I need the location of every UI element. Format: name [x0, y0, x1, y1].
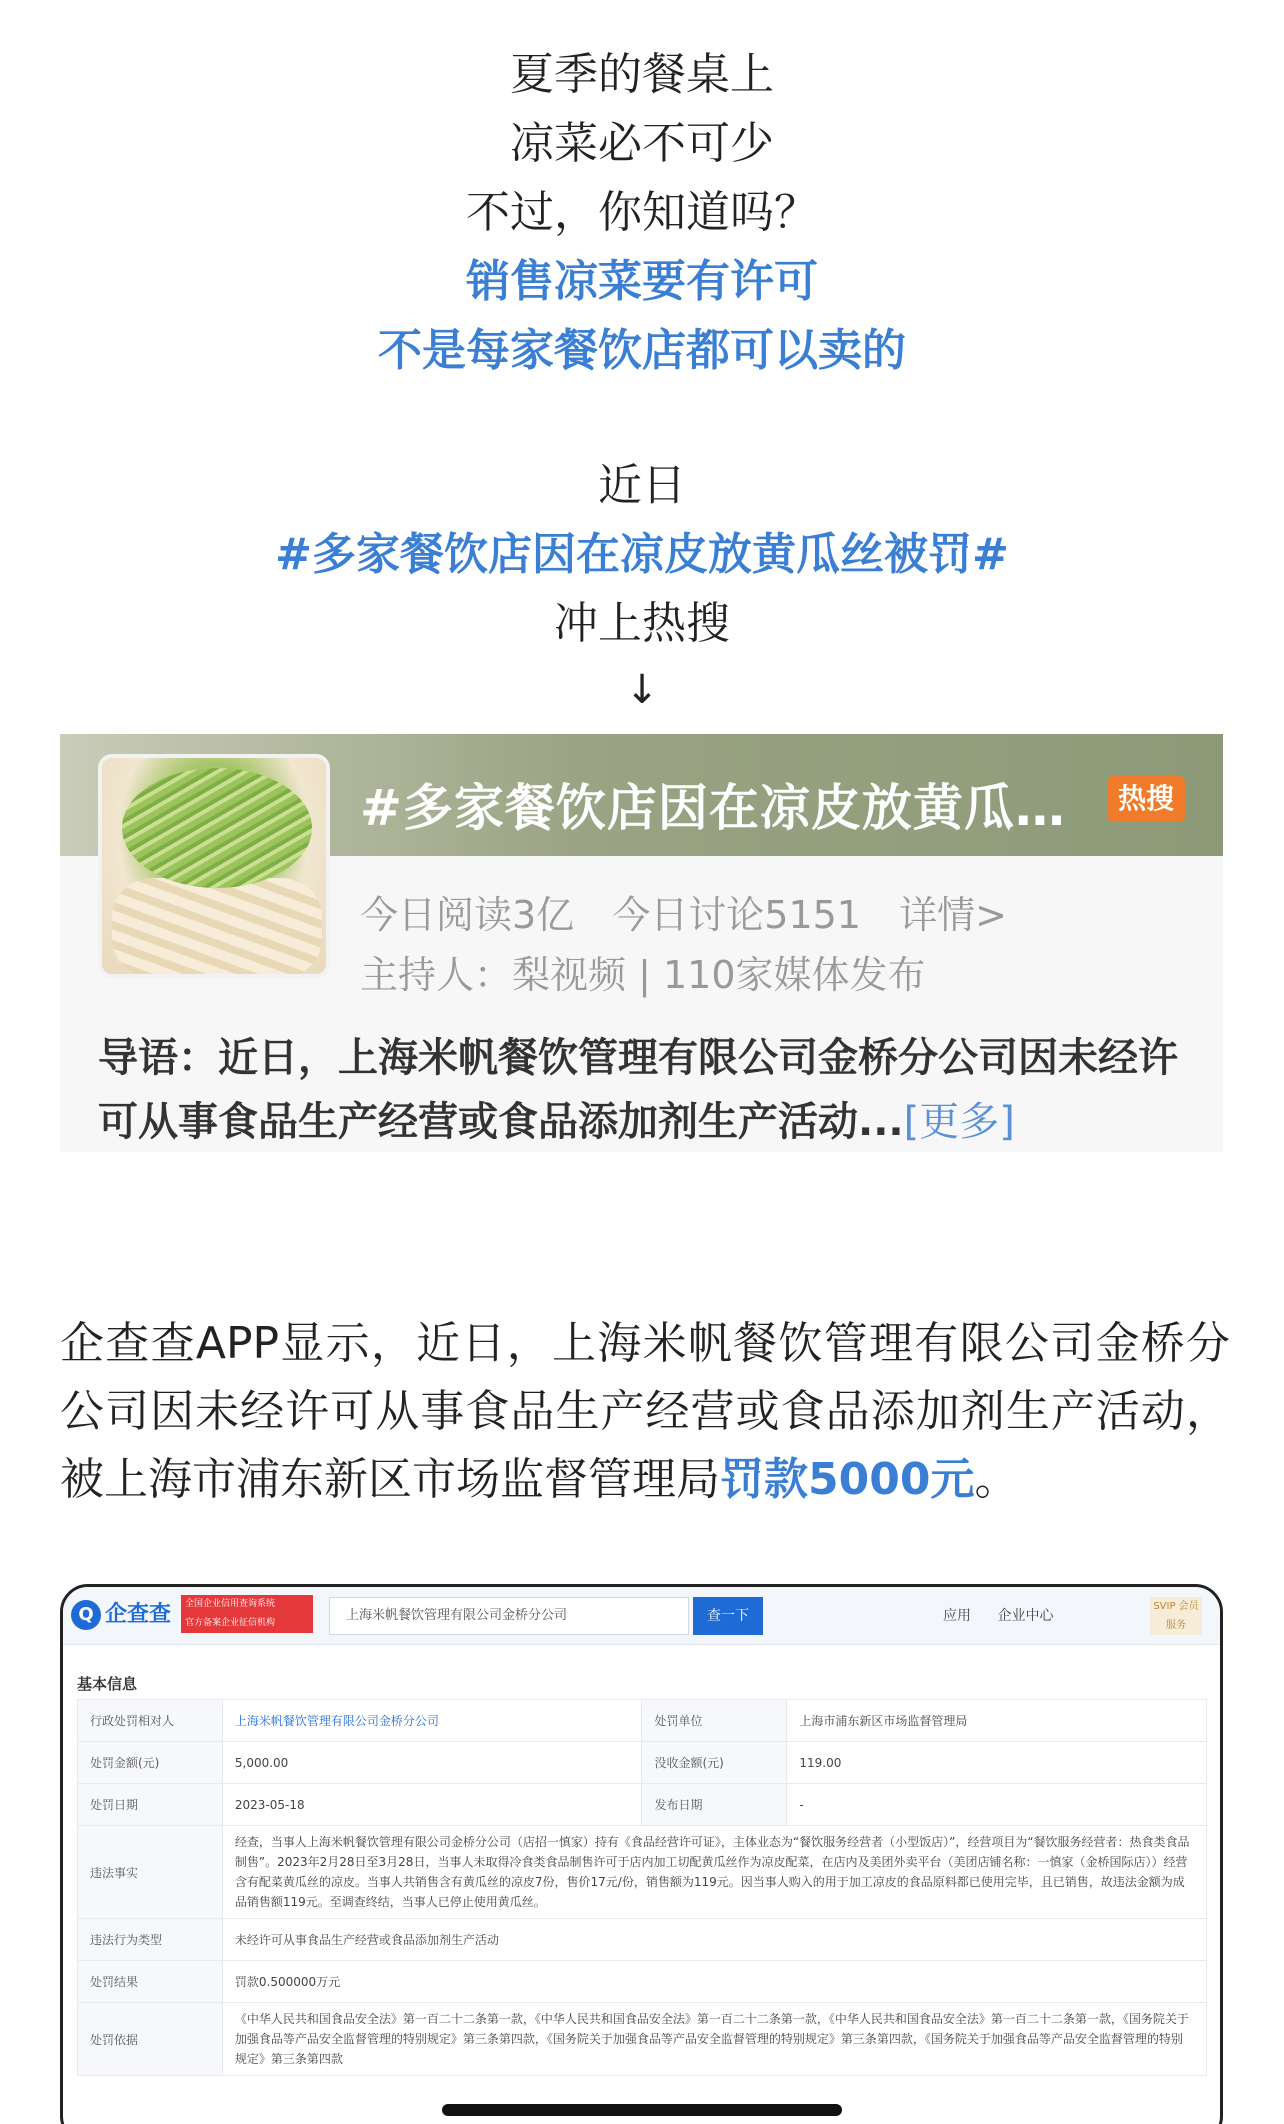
qcc-banner: 全国企业信用查询系统 官方备案企业征信机构: [181, 1595, 313, 1633]
party-link[interactable]: 上海米帆餐饮管理有限公司金桥分公司: [222, 1700, 642, 1742]
paragraph-end: 。: [974, 1454, 1019, 1505]
intro-line: 近日: [598, 460, 686, 511]
svip-button[interactable]: SVIP 会员服务: [1150, 1597, 1202, 1635]
table-cell-value: 罚款0.500000万元: [222, 1961, 1206, 2003]
intro-highlight: 不是每家餐饮店都可以卖的: [378, 325, 906, 376]
article-paragraph: [60, 1310, 1230, 1514]
intro-line: 夏季的餐桌上: [510, 49, 774, 100]
nav-enterprise-center[interactable]: 企业中心: [997, 1608, 1054, 1624]
table-cell-value: 5,000.00: [222, 1742, 642, 1784]
read-count: 今日阅读3亿: [360, 893, 575, 937]
topic-stats: [360, 884, 1033, 939]
table-cell-label: 处罚单位: [642, 1700, 787, 1742]
table-row: [78, 2003, 1207, 2076]
table-row: [78, 1961, 1207, 2003]
table-cell-label: 没收金额(元): [642, 1742, 787, 1784]
lead-text: 导语：近日，上海米帆餐饮管理有限公司金桥分公司因未经许可从事食品生产经营或食品添加剂生产活动...: [98, 1035, 1178, 1145]
qcc-logo[interactable]: Q 企查查: [71, 1597, 181, 1633]
table-cell-value: 2023-05-18: [222, 1784, 642, 1826]
table-cell-value: 上海市浦东新区市场监督管理局: [787, 1700, 1207, 1742]
table-cell-label: 违法行为类型: [78, 1919, 223, 1961]
hashtag-link[interactable]: #多家餐饮店因在凉皮放黄瓜丝被罚#: [275, 529, 1009, 580]
fine-highlight: 罚款5000元: [720, 1454, 975, 1505]
qcc-nav: [943, 1605, 1075, 1625]
down-arrow-icon: ↓: [625, 667, 659, 713]
food-thumbnail: [98, 754, 330, 978]
table-row: [78, 1700, 1207, 1742]
table-row: [78, 1826, 1207, 1919]
search-button[interactable]: 查一下: [693, 1597, 763, 1635]
intro-line: 凉菜必不可少: [510, 118, 774, 169]
table-cell-label: 处罚结果: [78, 1961, 223, 2003]
discuss-count: 今日讨论5151: [612, 893, 861, 937]
search-input[interactable]: 上海米帆餐饮管理有限公司金桥分公司: [329, 1597, 689, 1635]
hot-badge: 热搜: [1107, 776, 1185, 822]
table-cell-label: 处罚日期: [78, 1784, 223, 1826]
table-row: [78, 1784, 1207, 1826]
qcc-topbar: [63, 1587, 1220, 1645]
qcc-logo-icon: Q: [71, 1600, 101, 1630]
table-cell-value: 《中华人民共和国食品安全法》第一百二十二条第一款，《中华人民共和国食品安全法》第一百二十二条第一款，《中华人民共和国食品安全法》第一百二十二条第一款，《国务院关于加强食品等产品安全监督管理的特别规定》第三条第四款，《国务院关于加强食品等产品安全监督管理的特别规定》第三条第四款，《国务院关于加强食品等产品安全监督管理的特别规定》第三条第四款: [222, 2003, 1206, 2076]
table-cell-label: 发布日期: [642, 1784, 787, 1826]
table-row: [78, 1742, 1207, 1784]
table-cell-label: 违法事实: [78, 1826, 223, 1919]
detail-link[interactable]: 详情>: [899, 893, 1007, 937]
intro-line: 不过，你知道吗？: [466, 187, 818, 238]
penalty-info-table: [77, 1699, 1207, 2076]
table-cell-label: 行政处罚相对人: [78, 1700, 223, 1742]
paragraph-text: 企查查APP显示，近日，上海米帆餐饮管理有限公司金桥分公司因未经许可从事食品生产经营或食品添加剂生产活动，被上海市浦东新区市场监督管理局: [60, 1318, 1230, 1505]
qcc-screenshot: [60, 1584, 1223, 2124]
table-cell-value: 经查，当事人上海米帆餐饮管理有限公司金桥分公司（店招一慎家）持有《食品经营许可证》，主体业态为“餐饮服务经营者（小型饭店）”，经营项目为“餐饮服务经营者：热食类食品制售”。2023年2月28日至3月28日，当事人未取得冷食类食品制售许可于店内加工切配黄瓜丝作为凉皮配菜，在店内及美团外卖平台（美团店铺名称：一慎家（金桥国际店））经营含有配菜黄瓜丝的凉皮。当事人共销售含有黄瓜丝的凉皮7份，售价17元/份，销售额为119元。因当事人购入的用于加工凉皮的食品原料都已使用完毕，且已销售，故违法金额为成品销售额119元。至调查终结，当事人已停止使用黄瓜丝。: [222, 1826, 1206, 1919]
intro-text: [0, 40, 1284, 722]
topic-title[interactable]: #多家餐饮店因在凉皮放黄瓜…: [360, 779, 1066, 837]
table-row: [78, 1919, 1207, 1961]
table-cell-label: 处罚金额(元): [78, 1742, 223, 1784]
intro-line: 冲上热搜: [554, 598, 730, 649]
table-cell-label: 处罚依据: [78, 2003, 223, 2076]
home-indicator[interactable]: [442, 2104, 842, 2116]
table-cell-value: 119.00: [787, 1742, 1207, 1784]
more-link[interactable]: [更多]: [903, 1099, 1015, 1145]
weibo-topic-card[interactable]: [60, 734, 1223, 1152]
table-cell-value: -: [787, 1784, 1207, 1826]
intro-highlight: 销售凉菜要有许可: [466, 256, 818, 307]
nav-app[interactable]: 应用: [943, 1608, 971, 1624]
topic-host: 主持人：梨视频 | 110家媒体发布: [360, 953, 926, 997]
section-title: 基本信息: [77, 1675, 138, 1693]
table-cell-value: 未经许可从事食品生产经营或食品添加剂生产活动: [222, 1919, 1206, 1961]
topic-lead: [98, 1026, 1198, 1152]
